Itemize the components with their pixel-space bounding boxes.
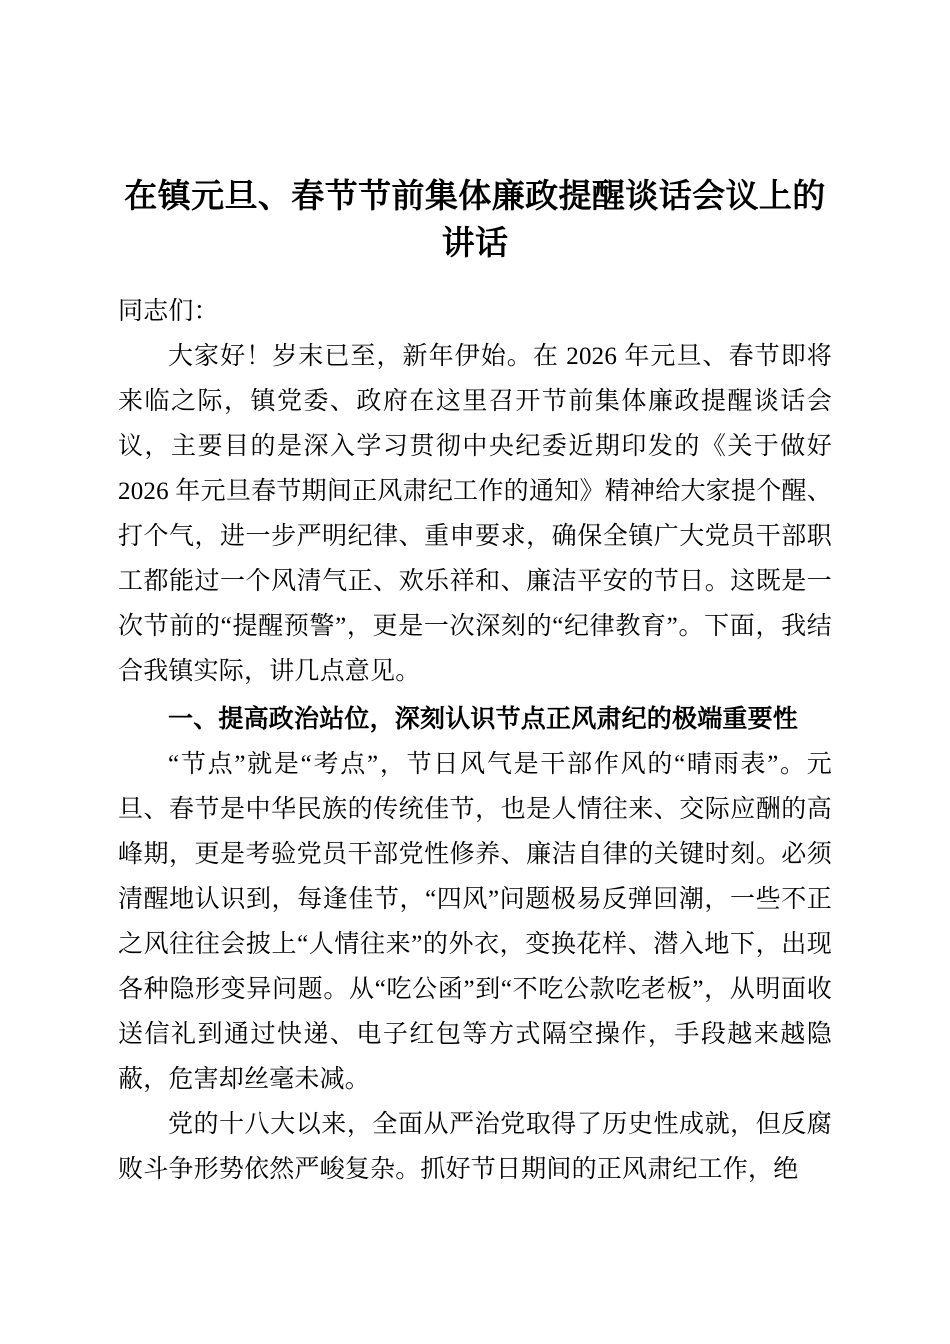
page-title: 在镇元旦、春节节前集体廉政提醒谈话会议上的讲话 [124, 177, 826, 261]
document-body [118, 0, 832, 1192]
paragraph-section-one-2: 党的十八大以来，全面从严治党取得了历史性成就，但反腐败斗争形势依然严峻复杂。抓好节日期间的正风肃纪工作，绝 [118, 1111, 832, 1183]
paragraph-section-one-1: “节点”就是“考点”，节日风气是干部作风的“晴雨表”。元旦、春节是中华民族的传统佳节，也是人情往来、交际应酬的高峰期，更是考验党员干部党性修养、廉洁自律的关键时刻。必须清醒地认识到，每逢佳节，“四风”问题极易反弹回潮，一些不正之风往往会披上“人情往来”的外衣，变换花样、潜入地下，出现各种隐形变异问题。从“吃公函”到“不吃公款吃老板”，从明面收送信礼到通过快递、电子红包等方式隔空操作，手段越来越隐蔽，危害却丝毫未减。 [118, 751, 832, 1093]
section-heading-one: 一、提高政治站位，深刻认识节点正风肃纪的极端重要性 [168, 705, 799, 733]
salutation: 同志们： [118, 298, 219, 325]
paragraph-opening: 大家好！岁末已至，新年伊始。在 2026 年元旦、春节即将来临之际，镇党委、政府在这里召开节前集体廉政提醒谈话会议，主要目的是深入学习贯彻中央纪委近期印发的《关于做好 2026 年元旦春节期间正风肃纪工作的通知》精神给大家提个醒、打个气，进一步严明纪律、重申要求，确保全镇广大党员干部职工都能过一个风清气正、欢乐祥和、廉洁平安的节日。这既是一次节前的“提醒预警”，更是一次深刻的“纪律教育”。下面，我结合我镇实际，讲几点意见。 [118, 343, 832, 685]
